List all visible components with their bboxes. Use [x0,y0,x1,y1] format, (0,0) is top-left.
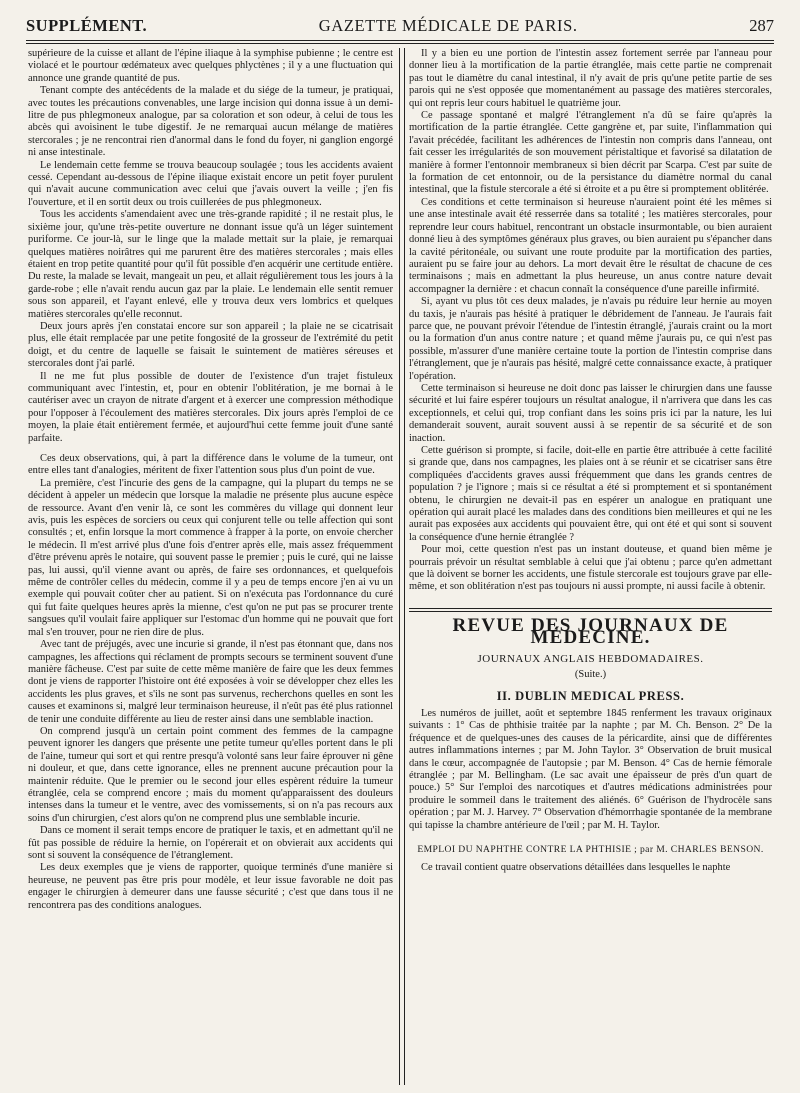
paragraph: La première, c'est l'incurie des gens de la campagne, qui la plupart du temps ne se décident à appeler un médecin que lorsque la maladie ne présente plus aucune espèce de ressource. Avant d'en venir là, ce sont les commères du village qui donnent leur avis, puis les espèces de sorciers ou ceux qui conjurent telle ou telle affection qui sont consultés ; et, enfin lorsque la mort commence à frapper à la porte, on envoie chercher le médecin. Il m'est arrivé plus d'une fois d'entrer après elle, mais assez fréquemment d'être prévenu après le notaire, qui souvent passe le premier ; puis le curé, qui ne laisse pas, lui aussi, qu'il vienne avant ou après, de faire ses ordonnances, et quelquefois même de contrôler celles du médecin, comme il y a peu de temps encore j'en ai vu un exemple qui pouvait coûter cher au patient. Si on n'exécuta pas l'ordonnance du curé qui fut faite quelques heures après la mienne, c'est qu'on ne put pas se procurer trente sangsues qu'il voulait faire appliquer sur l'estomac d'un homme qui ne pouvait que fort mal s'en trouver, pour ne rien dire de plus. [28,477,393,638]
paragraph: Dans ce moment il serait temps encore de pratiquer le taxis, et en admettant qu'il ne fût pas possible de réduire la hernie, on l'opérerait et on obvierait aux accidents qui sont si souvent la conséquence de l'étranglement. [28,825,393,861]
section-rule [409,608,772,609]
paragraph: Pour moi, cette question n'est pas un instant douteuse, et quand bien même je pourrais prévoir un résultat semblable à celui que j'ai obtenu ; parce qu'en admettant que là doivent se borner les accidents, une fistule stercorale est toujours grave par elle-même, et son oblitération n'est pas toujours ni aussi prompte, ni aussi facile à obtenir. [409,544,772,593]
paragraph: Cette guérison si prompte, si facile, doit-elle en partie être attribuée à cette facilité si grande que, dans nos campagnes, les plaies ont à se réunir et se cicatriser sans être compliquées d'accidents graves aussi fréquemment que dans les grands centres de population ? je l'ignore ; mais si ce résultat a été si promptement et si spontanément obtenu, le chirurgien ne devait-il pas en espérer un analogue en pratiquant une opération qui aurait placé les malades dans des conditions bien meilleures et qui ne les aurait pas exposées aux accidents qui pouvaient être, qui ont été et qui sont si souvent la conséquence d'une hernie étranglée ? [409,445,772,543]
paragraph: Avec tant de préjugés, avec une incurie si grande, il n'est pas étonnant que, dans nos campagnes, les affections qui réclament de prompts secours se terminent souvent d'une manière fâcheuse. C'est par suite de cette même manière de faire que les deux femmes dont je viens de rapporter l'histoire ont été exposées à voir se développer chez elles les accidents les plus graves, et s'ils ne sont pas survenus, recherchons quelles en sont les causes et examinons si, malgré leur terminaison heureuse, il n'eût pas été plus rationnel de tenir une conduite différente au lieu de rester ainsi dans une semblable inaction. [28,639,393,725]
section-subtitle: JOURNAUX ANGLAIS HEBDOMADAIRES. [477,652,704,665]
paragraph: Le lendemain cette femme se trouva beaucoup soulagée ; tous les accidents avaient cessé. Cependant au-dessous de l'épine iliaque existait encore un petit foyer purulent qui n'avait aucune communication avec celui que j'avais ouvert la veille ; j'en fis l'ouverture, et il en sortit deux ou trois cuillerées de pus phlegmoneux. [28,159,393,208]
column-divider [399,48,405,1085]
paragraph: Si, ayant vu plus tôt ces deux malades, je n'avais pu réduire leur hernie au moyen du taxis, je n'aurais pas hésité à pratiquer le débridement de l'anneau. Je l'aurais fait parce que, ne pouvant prévoir l'étendue de l'intestin étranglé, j'aurais craint ou la mort ou la formation d'un anus contre nature ; et quand même j'aurais pu, ce qui n'est pas possible, m'assurer d'une manière certaine toute la portion de l'intestin comprise dans l'étranglement, que je n'aurais pas hésité, malgré cette connaissance exacte, à pratiquer l'opération. [409,296,772,382]
paragraph: Il y a bien eu une portion de l'intestin assez fortement serrée par l'anneau pour donner lieu à la mortification de la partie étranglée, mais cette partie ne comprenait pas tout le diamètre du canal intestinal, il n'y avait de pris qu'une petite partie de ses parois qui ne s'est opposée que momentanément au passage des matières stercorales, qui ont repris leur cours habituel le quatrième jour. [409,48,772,109]
paragraph: Ces conditions et cette terminaison si heureuse n'auraient point été les mêmes si une anse intestinale avait été resserrée dans sa totalité ; les matières stercorales, pour reprendre leur cours habituel, rencontrant un obstacle insurmontable, ou bien auraient donné lieu à des symptômes généraux plus graves, ou bien auraient pu s'épancher dans la cavité péritonéale, ou suivant une route produite par la mortification des parties, auraient pu se faire jour au dehors. La mort devait être le résultat de chacune de ces terminaisons ; mais en admettant la plus heureuse, un anus contre nature devait accompagner la dernière : et chacun connaît la conséquence d'une pareille infirmité. [409,196,772,295]
section-title: REVUE DES JOURNAUX DE MÉDECINE. [452,614,729,649]
paragraph: Il ne me fut plus possible de douter de l'existence d'un trajet fistuleux communiquant avec l'intestin, et, pour en obtenir l'oblitération, je me bornai à le cautériser avec un crayon de nitrate d'argent et à exercer une compression méthodique pour l'opposer à l'écoulement des matières stercorales. Dix jours après l'emploi de ce moyen, la plaie était entièrement fermée, et aujourd'hui cette femme jouit d'une santé parfaite. [28,370,393,444]
paragraph: Les numéros de juillet, août et septembre 1845 renferment les travaux originaux suivants : 1° Cas de phthisie traitée par la naphte ; par M. Ch. Benson. 2° De la fréquence et de quelques-unes des causes de la péricardite, ainsi que de différentes autres inflammations internes ; par M. John Taylor. 3° Observation de bruit musical dans le cœur, accompagnée de l'autopsie ; par M. Benson. 4° Cas de hernie fémorale étranglée ; par M. Bellingham. (Le sac avait une épaisseur de près d'un quart de pouce.) 5° Sur l'emploi des narcotiques et d'autres médications administrées pour produire le sommeil dans le traitement des aliénés. 6° Guérison de l'hydrocèle sans opération ; par M. J. Harvey. 7° Observation d'hémorrhagie spontanée de la membrane qui tapisse la chambre antérieure de l'œil ; par M. H. Taylor. [409,707,772,831]
section-rule-thin [409,611,772,612]
paragraph: Deux jours après j'en constatai encore sur son appareil ; la plaie ne se cicatrisait plus, elle était remplacée par une petite fongosité de la grosseur de l'extrémité du petit doigt, et du centre de laquelle se faisait le suintement de matières séreuses et stercorales dont j'ai parlé. [28,320,393,370]
page-number: 287 [749,16,774,35]
header-journal-title: GAZETTE MÉDICALE DE PARIS. [318,16,578,35]
paragraph: Tenant compte des antécédents de la malade et du siége de la tumeur, je pratiquai, avec toutes les précautions convenables, une large incision qui donna issue à un demi-litre de pus phlegmoneux analogue, par sa coloration et son odeur, à celui de tous les abcès qui avoisinent le tube digestif. Je ne remarquai aucun mélange de matières stercorales ; je ne rencontrai rien d'anormal dans le fond du foyer, ni ganglion engorgé ni anse intestinale. [28,85,393,159]
paragraph: Cette terminaison si heureuse ne doit donc pas laisser le chirurgien dans une fausse sécurité et lui faire espérer toujours un résultat analogue, il n'arrivera que dans les cas exceptionnels, et celui qui, trop confiant dans les soins pris ici par la nature, les lui demanderait souvent, aurait souvent aussi à se repentir de sa sécurité et de son inaction. [409,382,772,444]
header-rule [26,40,774,41]
paragraph: Tous les accidents s'amendaient avec une très-grande rapidité ; il ne restait plus, le sixième jour, qu'une très-petite ouverture ne donnant issue qu'à un léger suintement puriforme. Ce jour-là, sur le linge que la malade mettait sur la plaie, je remarquai quelques matières noirâtres qui me parurent être des matières stercorales ; mais elles étaient en trop petite quantité pour qu'il fût possible d'en acquérir une certitude entière. Du reste, la malade se levait, mangeait un peu, et allait régulièrement tous les jours à la garde-robe ; elle n'avait rendu aucun gaz par la plaie. Le lendemain elle sentit remuer sous son appareil, et l'ayant enlevé, elle y trouva deux vers lombrics et quelques matières stercorales qu'elle reconnut. [28,209,393,320]
paragraph: Ce travail contient quatre observations détaillées dans lesquelles le naphte [421,862,731,874]
page-header [26,16,774,38]
header-rule-thin [26,43,774,44]
section-suite: (Suite.) [574,669,607,681]
left-column [28,48,393,1088]
header-supplement: SUPPLÉMENT. [26,16,148,35]
paragraph: Ce passage spontané et malgré l'étranglement n'a dû se faire qu'après la mortification de la partie étranglée. Cette gangrène et, par suite, l'inflammation qui l'avait précédée, facilitant les adhérences de l'intestin non compris dans l'anneau, ont fait cesser les irrégularités de son mouvement péristaltique et favorisé sa dilatation de manière à former l'entonnoir membraneux si bien décrit par Scarpa. C'est par suite de la formation de cet entonnoir, ou de la persistance du diamètre normal du canal intestinal, que la fistule stercorale a été si étroite et a pu être si promptement oblitérée. [409,110,772,196]
article-heading: EMPLOI DU NAPHTHE CONTRE LA PHTHISIE ; par M. CHARLES BENSON. [417,843,764,855]
paragraph: supérieure de la cuisse et allant de l'épine iliaque à la symphise pubienne ; le centre est violacé et le pourtour œdémateux avec quelques phlyctènes ; il y a une fluctuation qui annonce une grande quantité de pus. [28,48,393,84]
paragraph: Ces deux observations, qui, à part la différence dans le volume de la tumeur, ont entre elles tant d'analogies, méritent de fixer l'attention sous plus d'un point de vue. [28,453,393,477]
right-column [409,48,772,1088]
journal-heading: II. DUBLIN MEDICAL PRESS. [496,688,685,703]
paragraph: On comprend jusqu'à un certain point comment des femmes de la campagne peuvent ignorer les dangers que présente une petite tumeur qu'elles portent dans le pli de l'aine, tumeur qui sort et qui rentre presqu'à volonté sans leur faire éprouver ni gêne ni douleur, et que, dans cette ignorance, elles ne prennent aucune précaution pour la maintenir réduite. Que le premier ou le second jour elles espèrent réduire la tumeur étranglée, cela se comprend encore ; mais du moment qu'apparaissent des douleurs intenses dans la tumeur et le ventre, avec des vomissements, si on n'a pas recours aux soins d'un chirurgien, c'est alors qu'on ne comprend plus une semblable incurie. [28,725,393,824]
paragraph: Les deux exemples que je viens de rapporter, quoique terminés d'une manière si heureuse, ne peuvent pas être pris pour modèle, et leur issue favorable ne doit pas engager le chirurgien à demeurer dans une fausse sécurité ; c'est que dans tous il ne rencontrera pas des conditions analogues. [28,862,393,911]
